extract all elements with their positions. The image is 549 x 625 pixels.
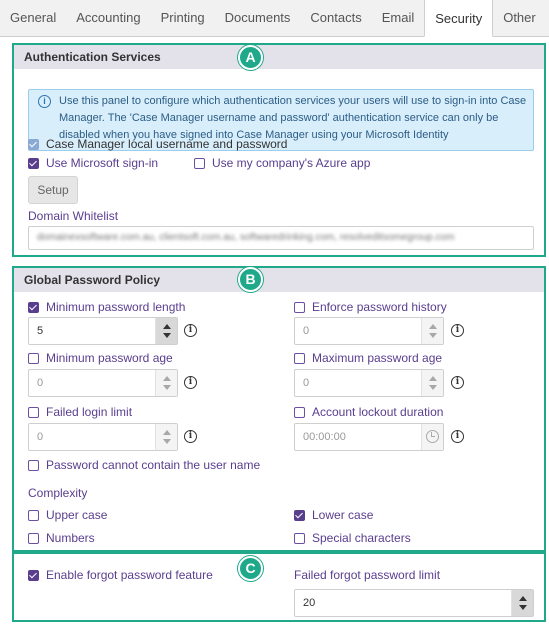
- forgot-limit-stepper[interactable]: [294, 589, 534, 617]
- max-age-spinner[interactable]: [421, 370, 443, 396]
- max-age-value: 0: [303, 377, 310, 389]
- forgot-enable-checkbox[interactable]: [28, 570, 39, 581]
- failed-login-checkbox[interactable]: [28, 407, 39, 418]
- azure-app-row: [194, 156, 370, 170]
- forgot-enable-label: Enable forgot password feature: [46, 568, 213, 582]
- min-age-row: [28, 351, 173, 365]
- max-age-info-icon[interactable]: i: [451, 376, 464, 389]
- tab-documents[interactable]: Documents: [224, 10, 291, 25]
- max-age-label: Maximum password age: [312, 351, 443, 365]
- min-age-stepper[interactable]: [28, 369, 178, 397]
- lockout-checkbox[interactable]: [294, 407, 305, 418]
- domain-whitelist-input[interactable]: [28, 226, 534, 250]
- spin-up-icon[interactable]: [429, 376, 437, 381]
- clock-icon: [426, 430, 439, 443]
- global-password-policy-section: [12, 266, 546, 552]
- min-length-stepper[interactable]: [28, 317, 178, 345]
- no-username-label: Password cannot contain the user name: [46, 458, 261, 472]
- lockout-row: [294, 405, 443, 419]
- history-stepper[interactable]: [294, 317, 444, 345]
- spin-down-icon[interactable]: [429, 385, 437, 390]
- forgot-limit-spinner[interactable]: [511, 590, 533, 616]
- tab-security[interactable]: Security: [424, 0, 493, 37]
- min-age-value: 0: [37, 377, 44, 389]
- min-age-spinner[interactable]: [155, 370, 177, 396]
- auth-info-text: Use this panel to configure which authentication services your users will use to sign-in into Case Manager. The 'Case Manager username and password' authentication service can only be disabled when you have signed into Case Manager using your Microsoft Identity: [59, 95, 527, 141]
- lockout-value: 00:00:00: [303, 431, 346, 443]
- max-age-row: [294, 351, 442, 365]
- failed-login-spinner[interactable]: [155, 424, 177, 450]
- tab-other[interactable]: Other: [503, 10, 536, 25]
- spin-up-icon[interactable]: [163, 430, 171, 435]
- spin-down-icon[interactable]: [163, 385, 171, 390]
- no-username-row: [28, 458, 260, 472]
- complexity-label: Complexity: [28, 486, 88, 500]
- lower-case-row: [294, 508, 373, 522]
- spin-up-icon[interactable]: [519, 596, 527, 601]
- spin-down-icon[interactable]: [163, 333, 171, 338]
- microsoft-signin-label: Use Microsoft sign-in: [46, 156, 159, 170]
- history-label: Enforce password history: [312, 300, 447, 314]
- history-checkbox[interactable]: [294, 302, 305, 313]
- min-age-checkbox[interactable]: [28, 353, 39, 364]
- section-b-badge: B: [238, 267, 263, 292]
- no-username-checkbox[interactable]: [28, 460, 39, 471]
- tab-general[interactable]: General: [10, 10, 57, 25]
- local-login-checkbox[interactable]: [28, 139, 39, 150]
- spin-down-icon[interactable]: [519, 605, 527, 610]
- history-value: 0: [303, 325, 310, 337]
- global-password-policy-header: Global Password Policy: [14, 268, 544, 292]
- min-length-checkbox[interactable]: [28, 302, 39, 313]
- min-age-label: Minimum password age: [46, 351, 173, 365]
- authentication-services-header: Authentication Services: [14, 45, 544, 69]
- numbers-label: Numbers: [46, 531, 95, 545]
- section-c-badge: C: [238, 556, 263, 581]
- microsoft-signin-row: [28, 156, 158, 170]
- numbers-checkbox[interactable]: [28, 533, 39, 544]
- failed-login-row: [28, 405, 132, 419]
- setup-button[interactable]: Setup: [28, 176, 78, 204]
- failed-login-value: 0: [37, 431, 44, 443]
- tab-accounting[interactable]: Accounting: [76, 10, 141, 25]
- forgot-enable-row: [28, 568, 213, 582]
- domain-whitelist-label: Domain Whitelist: [28, 209, 119, 223]
- special-chars-checkbox[interactable]: [294, 533, 305, 544]
- spin-up-icon[interactable]: [163, 324, 171, 329]
- tab-contacts[interactable]: Contacts: [310, 10, 362, 25]
- domain-whitelist-value: domainexsoftware.com.au, clientsoft.com.au, softwaredrinking.com, resolveditsomegroup.com: [37, 232, 455, 243]
- tab-bar: [0, 0, 549, 37]
- history-row: [294, 300, 447, 314]
- lockout-duration-picker[interactable]: [294, 423, 444, 451]
- lockout-label: Account lockout duration: [312, 405, 444, 419]
- lower-case-label: Lower case: [312, 508, 374, 522]
- failed-login-label: Failed login limit: [46, 405, 133, 419]
- lockout-clock-button[interactable]: [421, 424, 443, 450]
- max-age-checkbox[interactable]: [294, 353, 305, 364]
- spin-up-icon[interactable]: [163, 376, 171, 381]
- tab-email[interactable]: Email: [381, 10, 415, 25]
- forgot-limit-value: 20: [303, 597, 316, 609]
- lockout-info-icon[interactable]: i: [451, 430, 464, 443]
- azure-app-checkbox[interactable]: [194, 158, 205, 169]
- lower-case-checkbox[interactable]: [294, 510, 305, 521]
- special-chars-label: Special characters: [312, 531, 411, 545]
- min-length-info-icon[interactable]: i: [184, 324, 197, 337]
- upper-case-checkbox[interactable]: [28, 510, 39, 521]
- history-info-icon[interactable]: i: [451, 324, 464, 337]
- local-login-row: [28, 137, 287, 151]
- upper-case-label: Upper case: [46, 508, 108, 522]
- forgot-password-section: [12, 552, 546, 622]
- authentication-services-section: [12, 43, 546, 257]
- special-chars-row: [294, 531, 411, 545]
- local-login-label: Case Manager local username and password: [46, 137, 288, 151]
- azure-app-label: Use my company's Azure app: [212, 156, 371, 170]
- failed-login-stepper[interactable]: [28, 423, 178, 451]
- spin-down-icon[interactable]: [429, 333, 437, 338]
- spin-down-icon[interactable]: [163, 439, 171, 444]
- min-length-value: 5: [37, 325, 44, 337]
- min-age-info-icon[interactable]: i: [184, 376, 197, 389]
- history-spinner[interactable]: [421, 318, 443, 344]
- section-a-badge: A: [238, 45, 263, 70]
- min-length-spinner[interactable]: [155, 318, 177, 344]
- microsoft-signin-checkbox[interactable]: [28, 158, 39, 169]
- max-age-stepper[interactable]: [294, 369, 444, 397]
- info-circle-icon: i: [38, 95, 51, 108]
- failed-login-info-icon[interactable]: i: [184, 430, 197, 443]
- spin-up-icon[interactable]: [429, 324, 437, 329]
- min-length-label: Minimum password length: [46, 300, 186, 314]
- min-length-row: [28, 300, 185, 314]
- forgot-limit-label: Failed forgot password limit: [294, 568, 441, 582]
- upper-case-row: [28, 508, 107, 522]
- tab-printing[interactable]: Printing: [160, 10, 205, 25]
- numbers-row: [28, 531, 95, 545]
